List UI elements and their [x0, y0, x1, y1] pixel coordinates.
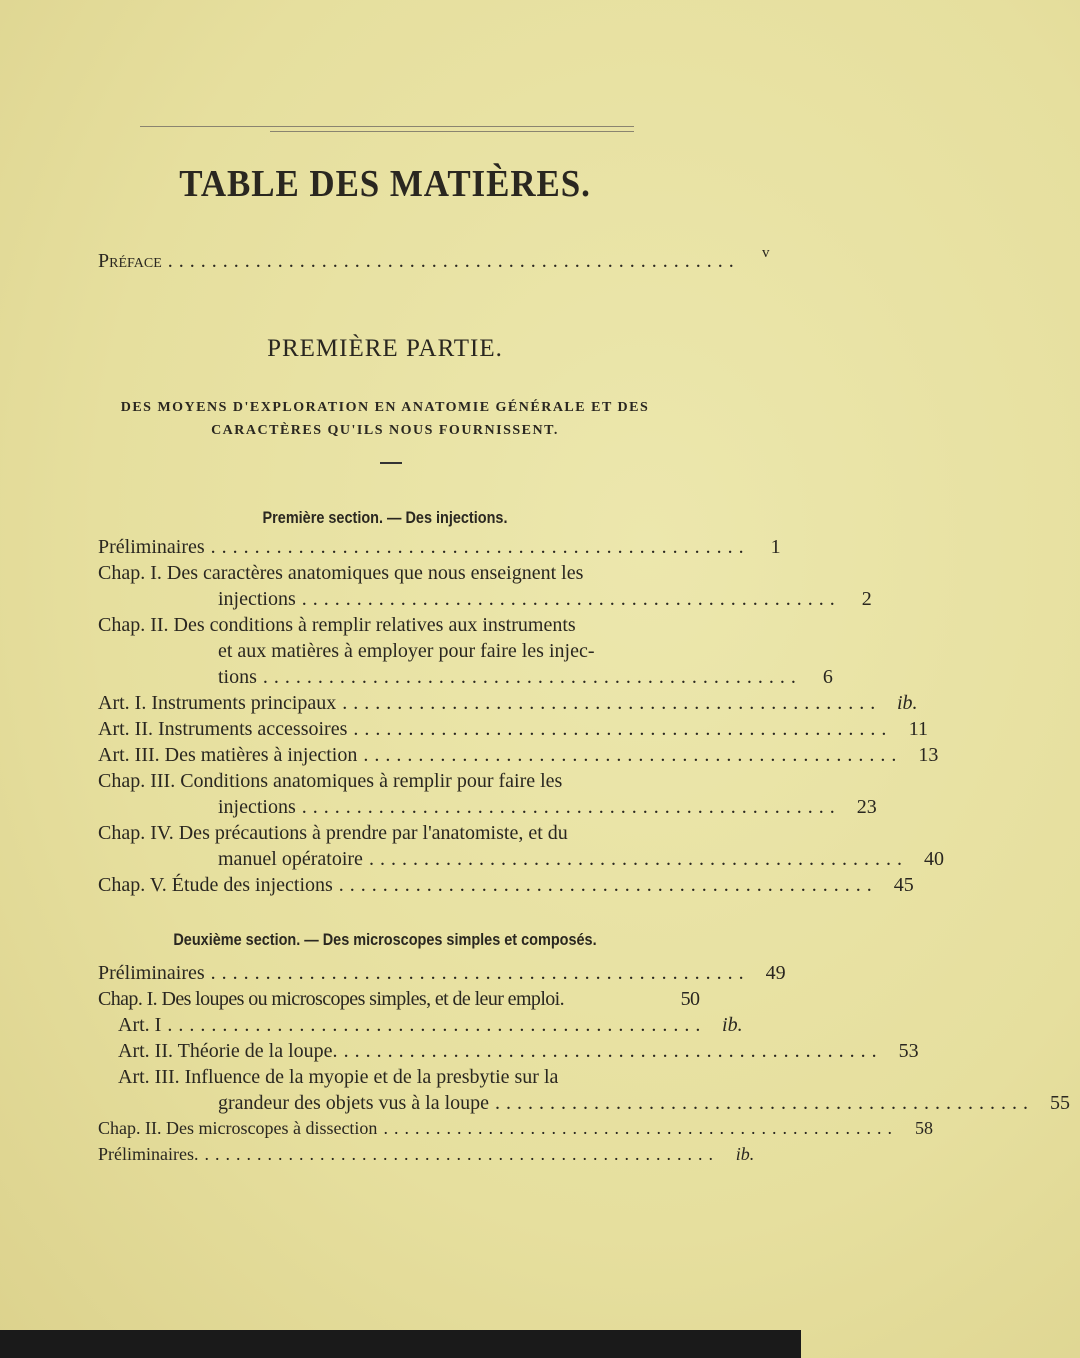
toc-entry: [98, 562, 710, 588]
divider: [380, 462, 402, 464]
section-heading: Deuxième section. — Des microscopes simples et composés.: [173, 930, 597, 949]
entry-label: et aux matières à employer pour faire les injec-: [218, 640, 595, 662]
page-title: TABLE DES MATIÈRES.: [179, 163, 591, 205]
entry-page: 6: [822, 666, 833, 688]
toc-entry: Art. III. Des matières à injection ................................................. 13: [98, 744, 710, 770]
toc-entry: injections ................................................. 23: [218, 796, 710, 822]
part-subtitle: DES MOYENS D'EXPLORATION EN ANATOMIE GÉNÉRALE ET DES: [120, 400, 650, 415]
entry-page: 58: [914, 1118, 933, 1138]
toc-entry: Art. I ................................................. ib.: [118, 1014, 710, 1040]
entry-label: Chap. II. Des conditions à remplir relatives aux instruments: [98, 614, 576, 636]
entry-label: Art. III. Influence de la myopie et de la presbytie sur la: [118, 1066, 559, 1088]
entry-label: Art. II. Instruments accessoires: [98, 718, 348, 740]
entry-label: Préliminaires.: [98, 1144, 199, 1164]
part-subtitle: CARACTÈRES QU'ILS NOUS FOURNISSENT.: [211, 423, 559, 438]
toc-entry: [118, 1066, 710, 1092]
toc-entry: Préliminaires ................................................. 49: [98, 962, 710, 988]
entry-label: Préliminaires: [98, 536, 205, 558]
entry-label: Chap. I. Des loupes ou microscopes simples, et de leur emploi.: [98, 988, 565, 1010]
entry-label: manuel opératoire: [218, 848, 363, 870]
entry-page: v: [762, 245, 770, 261]
entry-label: injections: [218, 588, 296, 610]
entry-page: ib.: [735, 1144, 755, 1164]
toc-entry-preface: Préface .................................................... v: [98, 250, 710, 276]
toc-entry: Chap. II. Des microscopes à dissection ................................................. 58: [98, 1118, 710, 1144]
toc-entry: Art. I. Instruments principaux ................................................. ib.: [98, 692, 710, 718]
toc-entry: Art. II. Instruments accessoires ................................................. 11: [98, 718, 710, 744]
toc-entry: injections ................................................. 2: [218, 588, 710, 614]
entry-page: 49: [765, 962, 786, 984]
toc-entry: [98, 822, 710, 848]
toc-entry: [218, 640, 710, 666]
entry-label: grandeur des objets vus à la loupe: [218, 1092, 490, 1114]
entry-page: 55: [1050, 1092, 1071, 1114]
entry-label: Art. I: [118, 1014, 162, 1036]
entry-label: Chap. V. Étude des injections: [98, 874, 333, 896]
toc-entry: Art. II. Théorie de la loupe. ................................................. 53: [118, 1040, 710, 1066]
toc-entry: Préliminaires ................................................. 1: [98, 536, 710, 562]
toc-entry: [98, 614, 710, 640]
entry-label: Chap. III. Conditions anatomiques à remplir pour faire les: [98, 770, 563, 792]
entry-label: Préface: [98, 250, 162, 272]
entry-page: 1: [770, 536, 781, 558]
toc-entry: manuel opératoire ................................................. 40: [218, 848, 710, 874]
toc-entry: [98, 988, 710, 1014]
entry-label: Préliminaires: [98, 962, 205, 984]
entry-page: 23: [856, 796, 877, 818]
entry-label: Art. II. Théorie de la loupe.: [118, 1040, 338, 1062]
entry-label: injections: [218, 796, 296, 818]
entry-label: Chap. IV. Des précautions à prendre par l'anatomiste, et du: [98, 822, 568, 844]
header-rule: [140, 126, 634, 127]
entry-page: 40: [923, 848, 944, 870]
part-title: PREMIÈRE PARTIE.: [267, 335, 503, 362]
toc-entry: tions ................................................. 6: [218, 666, 710, 692]
toc-entry: grandeur des objets vus à la loupe ................................................. 55: [218, 1092, 710, 1118]
entry-page: 2: [861, 588, 872, 610]
entry-page: 50: [680, 988, 700, 1010]
entry-label: Art. I. Instruments principaux: [98, 692, 337, 714]
entry-label: Art. III. Des matières à injection: [98, 744, 358, 766]
entry-label: Chap. I. Des caractères anatomiques que nous enseignent les: [98, 562, 584, 584]
entry-page: ib.: [722, 1014, 743, 1036]
toc-entry: Préliminaires. ................................................. ib.: [98, 1144, 710, 1170]
entry-label: Chap. II. Des microscopes à dissection: [98, 1118, 378, 1138]
section-heading: Première section. — Des injections.: [262, 508, 508, 527]
entry-page: 13: [918, 744, 939, 766]
entry-page: 45: [893, 874, 914, 896]
entry-page: 53: [898, 1040, 919, 1062]
toc-entry: Chap. V. Étude des injections ................................................. 45: [98, 874, 710, 900]
header-rule: [270, 131, 634, 132]
scan-edge: [0, 1330, 801, 1358]
entry-page: 11: [908, 718, 928, 740]
toc-entry: [98, 770, 710, 796]
entry-page: ib.: [897, 692, 918, 714]
entry-label: tions: [218, 666, 257, 688]
